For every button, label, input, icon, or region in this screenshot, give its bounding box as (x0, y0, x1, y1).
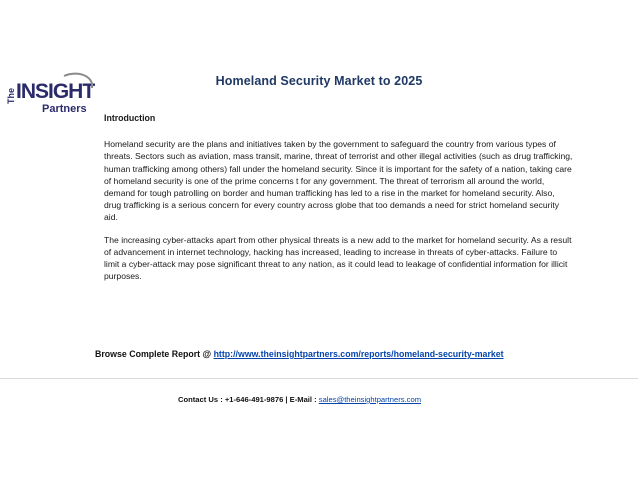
browse-label: Browse Complete Report @ (95, 349, 214, 359)
intro-paragraph-1: Homeland security are the plans and initiatives taken by the government to safeguard the country from various types of threats. Sectors such as aviation, mass transit, marine, threat of terrorist and other illegal activities (such as drug trafficking, human trafficking among others) fall under the homeland security. Since it is important for the safety of a nation, taking care of homeland security is one of the prime concerns t for any government. The threat of terrorism all around the world, demand for tough patrolling on border and human trafficking has led to a rise in the market for homeland security. Also, drug trafficking is a serious concern for every country across globe that too demands a need for strict homeland security aid. (104, 139, 573, 223)
contact-label: Contact Us : +1-646-491-9876 | E-Mail : (178, 395, 319, 404)
logo-insight-text: INSIGHT (16, 80, 95, 103)
page-title: Homeland Security Market to 2025 (215, 74, 423, 88)
intro-paragraph-2: The increasing cyber-attacks apart from other physical threats is a new add to the market for homeland security. As a result of advancement in internet technology, hacking has increased, leading to increase in threats of cyber-attacks. Failure to limit a cyber-attack may pose significant threat to any nation, as it could lead to leakage of confidential information for illicit purposes. (104, 234, 572, 282)
section-heading: Introduction (104, 113, 156, 123)
report-link[interactable]: http://www.theinsightpartners.com/reports/homeland-security-market (213, 349, 504, 359)
logo-partners-text: Partners (42, 103, 87, 115)
email-link[interactable]: sales@theinsightpartners.com (318, 395, 422, 404)
browse-report-line (95, 349, 504, 359)
footer-divider (0, 378, 638, 379)
document-body (104, 112, 574, 292)
logo-the-text: The (6, 87, 16, 104)
contact-line (178, 395, 421, 404)
